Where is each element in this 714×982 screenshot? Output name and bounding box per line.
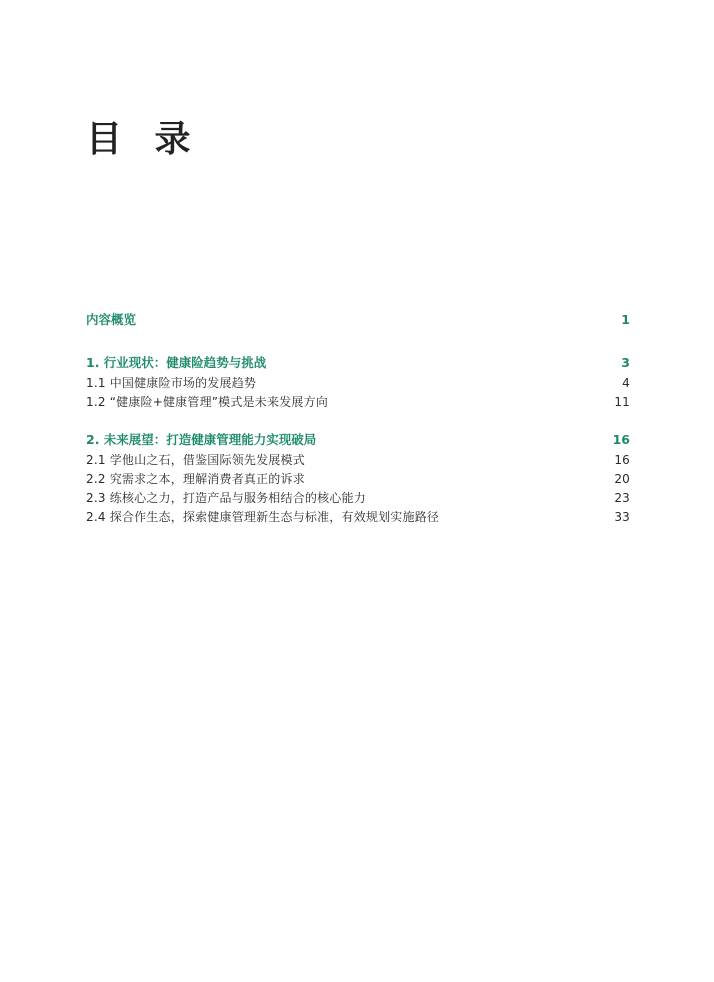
- toc-entry-page: 33: [614, 510, 630, 524]
- toc-entry-label: 2.1 学他山之石，借鉴国际领先发展模式: [86, 453, 305, 467]
- toc-entry-2-1[interactable]: [86, 451, 630, 470]
- table-of-contents: [86, 310, 630, 527]
- toc-entry-1-1[interactable]: [86, 374, 630, 393]
- toc-entry-label: 1.2 “健康险+健康管理”模式是未来发展方向: [86, 395, 328, 409]
- toc-entry-label: 1.1 中国健康险市场的发展趋势: [86, 376, 257, 390]
- toc-entry-label: 1. 行业现状：健康险趋势与挑战: [86, 355, 267, 370]
- toc-entry-label: 2.3 练核心之力，打造产品与服务相结合的核心能力: [86, 491, 366, 505]
- toc-entry-label: 2.2 究需求之本，理解消费者真正的诉求: [86, 472, 305, 486]
- toc-entry-2-2[interactable]: [86, 470, 630, 489]
- toc-entry-page: 11: [614, 395, 630, 409]
- toc-entry-page: 16: [614, 453, 630, 467]
- toc-entry-label: 2. 未来展望：打造健康管理能力实现破局: [86, 432, 317, 447]
- toc-entry-page: 1: [621, 312, 630, 327]
- toc-entry-page: 4: [622, 376, 630, 390]
- toc-entry-page: 3: [621, 355, 630, 370]
- page-title: 目 录: [86, 118, 201, 160]
- toc-section-1[interactable]: [86, 353, 630, 372]
- toc-entry-label: 2.4 探合作生态，探索健康管理新生态与标准，有效规划实施路径: [86, 510, 440, 524]
- toc-entry-1-2[interactable]: [86, 393, 630, 412]
- toc-entry-label: 内容概览: [86, 312, 137, 327]
- toc-entry-2-4[interactable]: [86, 508, 630, 527]
- toc-entry-2-3[interactable]: [86, 489, 630, 508]
- toc-entry-page: 16: [612, 432, 630, 447]
- toc-entry-page: 20: [614, 472, 630, 486]
- toc-entry-overview[interactable]: [86, 310, 630, 329]
- toc-section-2[interactable]: [86, 430, 630, 449]
- toc-entry-page: 23: [614, 491, 630, 505]
